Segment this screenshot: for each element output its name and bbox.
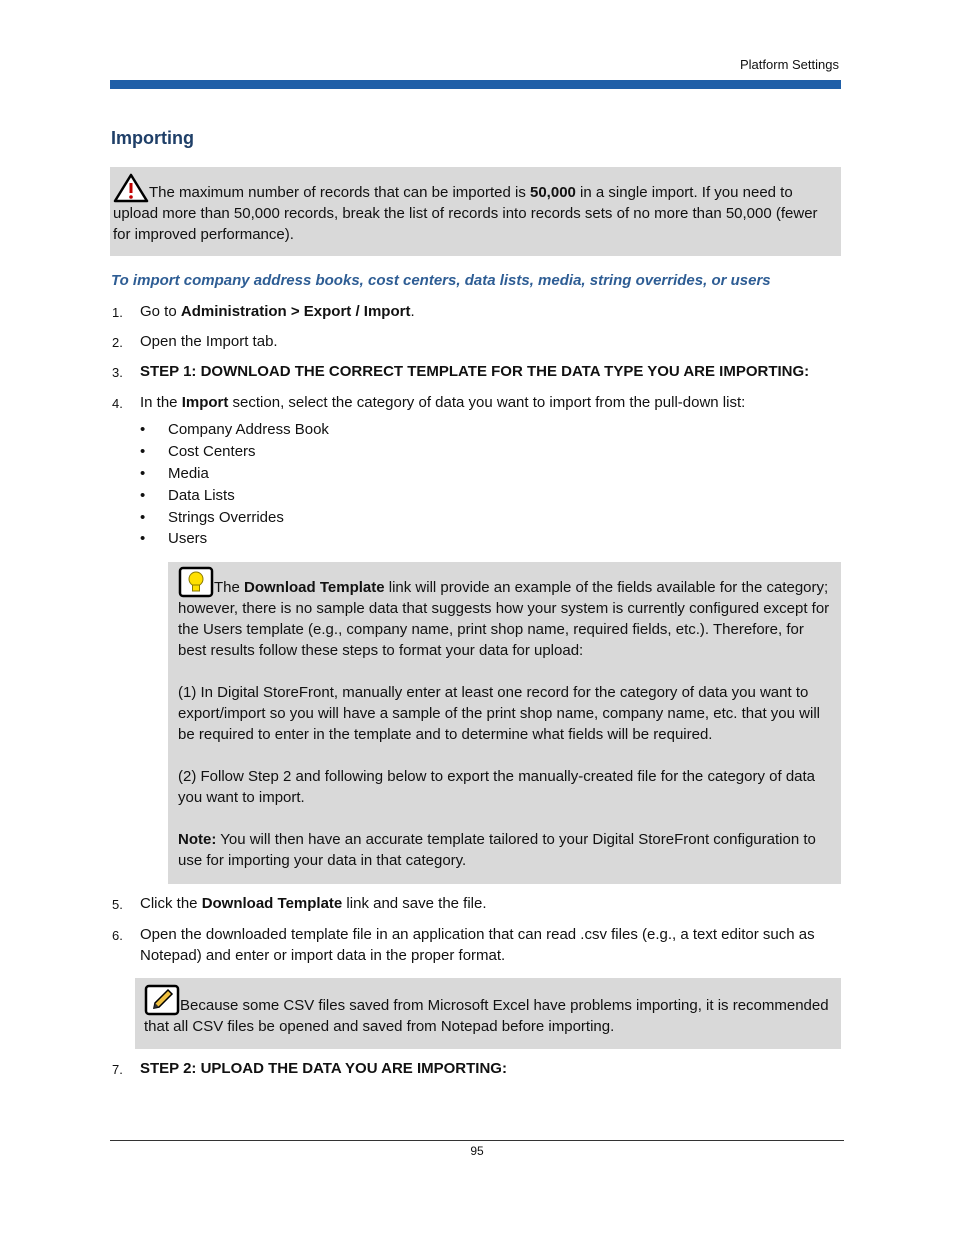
note-text: Because some CSV files saved from Microsoft Excel have problems importing, it is recommended that all CSV files be opened and saved from Notepad before importing. — [144, 984, 833, 1037]
section-title: Importing — [111, 128, 194, 148]
step-number: 4. — [112, 396, 123, 411]
page-number: 95 — [470, 1144, 484, 1158]
tip-callout — [168, 562, 841, 884]
bullet-icon: • — [140, 530, 146, 547]
step-text: In the Import section, select the category of data you want to import from the pull-down list: — [140, 394, 746, 411]
bullet-icon: • — [140, 443, 146, 460]
procedure-title: To import company address books, cost centers, data lists, media, string overrides, or users — [111, 272, 771, 289]
step-number: 2. — [112, 335, 123, 350]
step-text: STEP 2: UPLOAD THE DATA YOU ARE IMPORTING: — [140, 1060, 507, 1077]
step-text: STEP 1: DOWNLOAD THE CORRECT TEMPLATE FOR THE DATA TYPE YOU ARE IMPORTING: — [140, 363, 810, 380]
footer-rule — [110, 1140, 844, 1141]
tip-paragraph-3: (2) Follow Step 2 and following below to export the manually-created file for the category of data you want to import. — [178, 768, 816, 806]
step-text: Open the downloaded template file in an application that can read .csv files (e.g., a text editor such as Notepad) and enter or import data in the proper format. — [140, 926, 815, 964]
header-rule — [110, 80, 841, 89]
step-number: 1. — [112, 305, 123, 320]
step-number: 5. — [112, 897, 123, 912]
lightbulb-icon — [178, 566, 214, 598]
step-number: 6. — [112, 928, 123, 943]
step-number: 3. — [112, 365, 123, 380]
warning-triangle-icon — [113, 173, 149, 203]
pencil-icon — [144, 984, 180, 1016]
note-callout — [135, 978, 841, 1049]
bullet-icon: • — [140, 421, 146, 438]
header-section-label: Platform Settings — [740, 57, 839, 72]
bullet-icon: • — [140, 487, 146, 504]
step-text: Click the Download Template link and save the file. — [140, 895, 487, 912]
warning-callout — [110, 167, 841, 256]
tip-paragraph-1: The Download Template link will provide an example of the fields available for the category; however, there is no sample data that suggests how your system is currently configured except for the Users template (e.g., company name, print shop name, required fields, etc.). Therefore, for best results follow these steps to format your data for upload: — [178, 566, 833, 661]
step-text: Go to Administration > Export / Import. — [140, 303, 415, 320]
tip-paragraph-2: (1) In Digital StoreFront, manually enter at least one record for the category of data you want to export/import so you will have a sample of the print shop name, company name, etc. that you will be required to enter in the template and to determine what fields will be required. — [178, 684, 820, 743]
bullet-icon: • — [140, 509, 146, 526]
bullet-icon: • — [140, 465, 146, 482]
step-text: Open the Import tab. — [140, 333, 278, 350]
step-number: 7. — [112, 1062, 123, 1077]
warning-text: The maximum number of records that can be imported is 50,000 in a single import. If you need to upload more than 50,000 records, break the list of records into records sets of no more than 50,000 (fewer for improved performance). — [113, 173, 833, 245]
tip-paragraph-4: Note: You will then have an accurate template tailored to your Digital StoreFront configuration to use for importing your data in that category. — [178, 831, 816, 869]
